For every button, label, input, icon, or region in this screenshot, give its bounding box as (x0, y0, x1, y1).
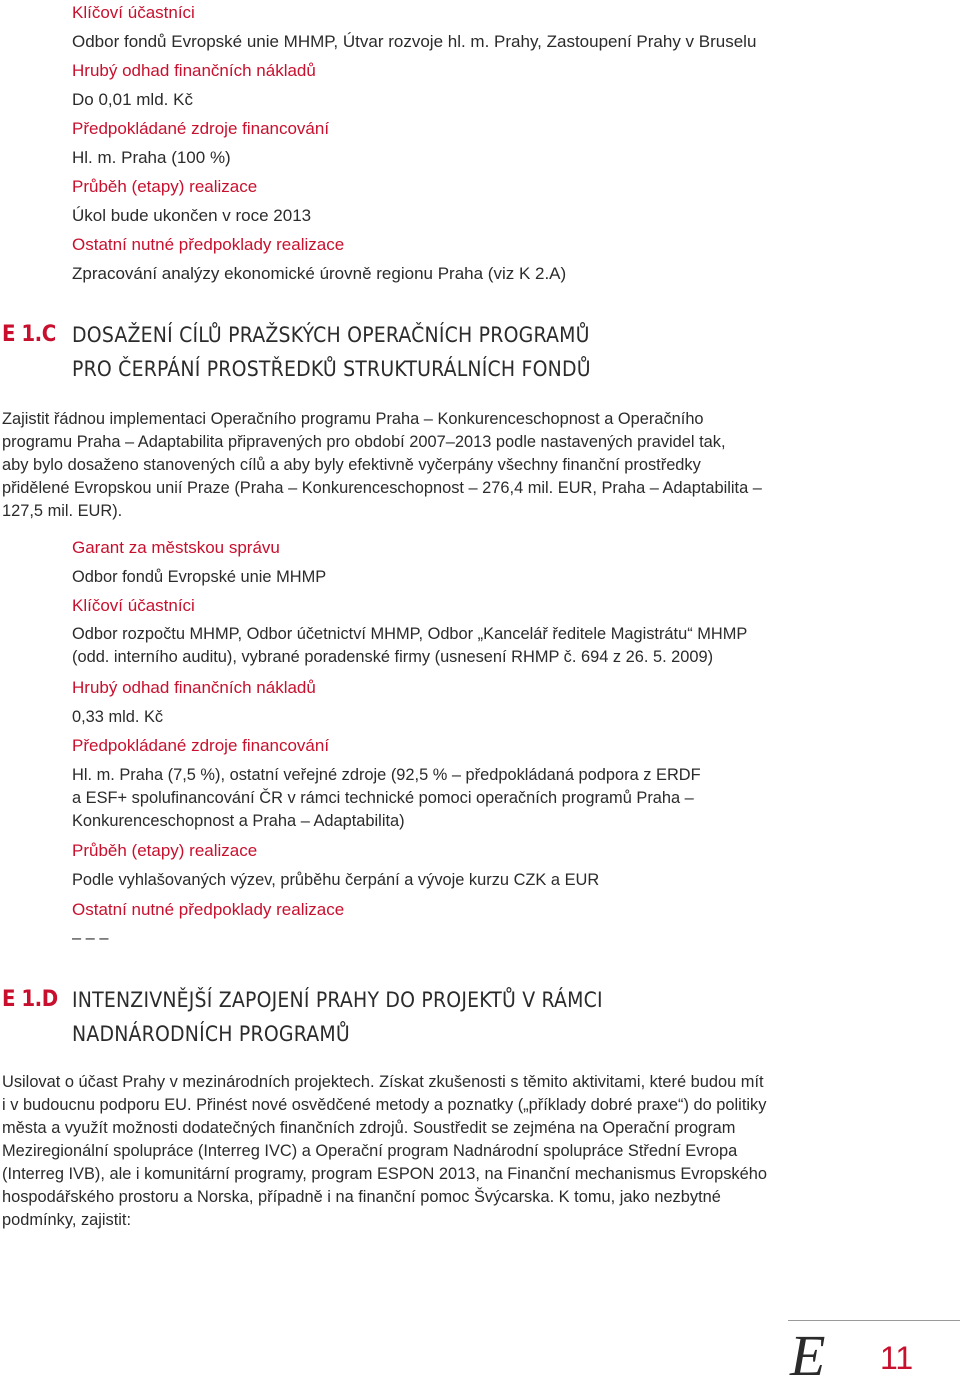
section-title-line: PRO ČERPÁNÍ PROSTŘEDKŮ STRUKTURÁLNÍCH FONDŮ (72, 357, 591, 381)
section-title-line: INTENZIVNĚJŠÍ ZAPOJENÍ PRAHY DO PROJEKTŮ V RÁMCI (72, 988, 603, 1012)
paragraph-line: města a využít možnosti dodatečných finančních zdrojů. Soustředit se zejména na Operační program (2, 1119, 736, 1137)
paragraph-line: Usilovat o účast Prahy v mezinárodních projektech. Získat zkušenosti s těmito aktivitami, které budou mít (2, 1073, 764, 1091)
value-other-prerequisites: Zpracování analýzy ekonomické úrovně regionu Praha (viz K 2.A) (72, 264, 567, 283)
item-label: Průběh (etapy) realizace (72, 841, 258, 860)
label-cost-estimate: Hrubý odhad finančních nákladů (72, 61, 316, 80)
page-number: 11 (880, 1340, 914, 1376)
section-title-line: NADNÁRODNÍCH PROGRAMŮ (72, 1022, 350, 1046)
paragraph-line: 127,5 mil. EUR). (2, 502, 123, 520)
paragraph-line: (Interreg IVB), ale i komunitární programy, program ESPON 2013, na Finanční mechanismus Evropského (2, 1165, 767, 1183)
item-value-line: Podle vyhlašovaných výzev, průběhu čerpání a vývoje kurzu CZK a EUR (72, 871, 600, 889)
value-key-participants: Odbor fondů Evropské unie MHMP, Útvar rozvoje hl. m. Prahy, Zastoupení Prahy v Bruselu (72, 32, 757, 51)
section-code: E 1.C (2, 322, 56, 347)
item-guarantor (72, 538, 942, 557)
paragraph-line: přidělené Evropskou unií Praze (Praha – Konkurenceschopnost – 276,4 mil. EUR, Praha – Adaptabilita – (2, 479, 762, 497)
item-label: Předpokládané zdroje financování (72, 736, 330, 755)
paragraph-line: hospodářského prostoru a Norska, případně i na finanční pomoc Švýcarska. K tomu, jako nezbytné (2, 1188, 721, 1206)
item-key-participants-value (72, 623, 942, 669)
item-guarantor-value (72, 566, 942, 589)
section-title (72, 318, 952, 386)
label-other-prerequisites: Ostatní nutné předpoklady realizace (72, 235, 345, 254)
value-implementation-stages: Úkol bude ukončen v roce 2013 (72, 206, 312, 225)
paragraph-line: Meziregionální spolupráce (Interreg IVC) a Operační program Nadnárodní spolupráce Střední Evropa (2, 1142, 738, 1160)
item-value-line: Odbor rozpočtu MHMP, Odbor účetnictví MHMP, Odbor „Kancelář ředitele Magistrátu“ MHMP (72, 625, 748, 643)
label-implementation-stages: Průběh (etapy) realizace (72, 177, 258, 196)
item-funding-sources (72, 736, 942, 755)
value-cost-estimate: Do 0,01 mld. Kč (72, 90, 193, 109)
item-label: Klíčoví účastníci (72, 596, 195, 615)
item-label: Garant za městskou správu (72, 538, 280, 557)
paragraph-line: Zajistit řádnou implementaci Operačního programu Praha – Konkurenceschopnost a Operačního (2, 410, 704, 428)
item-value-line: Hl. m. Praha (7,5 %), ostatní veřejné zdroje (92,5 % – předpokládaná podpora z ERDF (72, 766, 701, 784)
item-other-prerequisites (72, 900, 942, 919)
label-key-participants: Klíčoví účastníci (72, 3, 195, 22)
item-key-participants (72, 596, 942, 615)
item-value-line: a ESF+ spolufinancování ČR v rámci technické pomoci operačních programů Praha – (72, 789, 694, 807)
item-value-line: Odbor fondů Evropské unie MHMP (72, 568, 327, 586)
chapter-letter: E (790, 1323, 826, 1388)
item-implementation-stages-value (72, 869, 942, 892)
section-paragraph-e1d (2, 1071, 872, 1232)
item-value-line: – – – (72, 929, 109, 947)
paragraph-line: i v budoucnu podporu EU. Přinést nové osvědčené metody a poznatky („příklady dobré praxe“) do politiky (2, 1096, 767, 1114)
item-value-line: 0,33 mld. Kč (72, 708, 164, 726)
item-cost-estimate (72, 678, 942, 697)
item-funding-sources-value (72, 764, 942, 833)
section-code: E 1.D (2, 987, 58, 1012)
section-title-line: DOSAŽENÍ CÍLŮ PRAŽSKÝCH OPERAČNÍCH PROGRAMŮ (72, 323, 590, 347)
section-title (72, 983, 952, 1051)
item-value-line: Konkurenceschopnost a Praha – Adaptabilita) (72, 812, 405, 830)
item-cost-estimate-value (72, 706, 942, 729)
item-implementation-stages (72, 841, 942, 860)
item-other-prerequisites-value (72, 927, 942, 950)
item-label: Ostatní nutné předpoklady realizace (72, 900, 345, 919)
paragraph-line: programu Praha – Adaptabilita připravených pro období 2007–2013 podle nastavených pravidel tak, (2, 433, 726, 451)
footer-divider (788, 1320, 960, 1321)
item-label: Hrubý odhad finančních nákladů (72, 678, 316, 697)
paragraph-line: aby bylo dosaženo stanovených cílů a aby byly efektivně vyčerpány všechny finanční prostředky (2, 456, 701, 474)
value-funding-sources: Hl. m. Praha (100 %) (72, 148, 231, 167)
paragraph-line: podmínky, zajistit: (2, 1211, 132, 1229)
label-funding-sources: Předpokládané zdroje financování (72, 119, 330, 138)
section-paragraph-e1c (2, 408, 872, 523)
item-value-line: (odd. interního auditu), vybrané poradenské firmy (usnesení RHMP č. 694 z 26. 5. 2009) (72, 648, 714, 666)
